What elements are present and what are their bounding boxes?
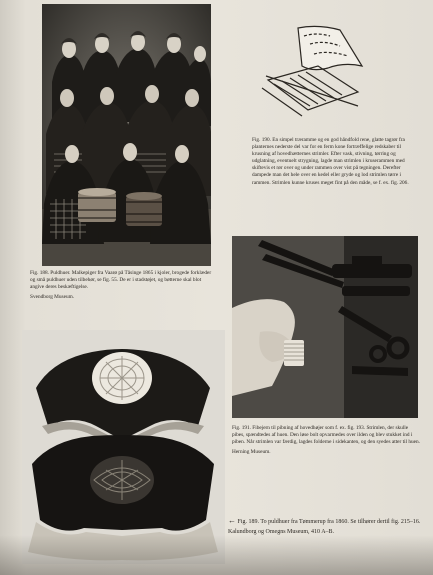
page-shadow xyxy=(0,535,433,575)
caption-fig189-body: Fig. 189. To puldhuer fra Tømmerup fra 1860. Se tilhører dertil fig. 215–16. xyxy=(237,519,421,525)
caption-fig189 xyxy=(228,517,422,536)
caption-fig190-text: Fig. 190. En simpel træramme og en god håndfold rene, glatte tagrør fra planternes nederste del var for en ferm kone fortræffelige redskaber til krusning af hovedhætternes strimler. Efter vask, stivning, tørring og udglatning, eventuelt strygning, lagde man strimlen i kruserammen med skiftevis et rør over og under rammen over vist på tegningen. Derefter dampede man det hele over en kedel eller gryde og lod strimlen tørre i rammen. Strimlen kunne kruses meget fint på den måde, se f. ex. fig. 206. xyxy=(252,137,409,186)
caption-fig191 xyxy=(232,425,420,456)
caption-fig188 xyxy=(30,270,212,301)
photo-fig189-two-caps xyxy=(22,330,225,564)
photo-fig191-crimping-iron xyxy=(232,236,418,418)
caption-fig191-text: Fig. 191. Fibejern til pibning af hovedhøjer som f. ex. fig. 193. Strimlen, der skulle pibes, spændtedes af huen. Den løse bolt opvarmedes over ilden og blev stukket ind i piben. Når strimlen var færdig, lagdes folderne i sidekanten, og den syedes atter til huen. xyxy=(232,425,420,446)
drawing-fig190-crimping-frame xyxy=(258,22,376,122)
caption-fig188-museum: Svendborg Museum. xyxy=(30,294,75,301)
photo-fig188-milkmaids xyxy=(42,4,211,266)
caption-fig189-museum: Kalundborg og Omegns Museum, 410 A–B. xyxy=(228,529,335,535)
caption-fig189-text xyxy=(228,517,422,526)
left-arrow-icon: ← xyxy=(228,516,236,525)
caption-fig190 xyxy=(252,137,415,187)
caption-fig188-text: Fig. 188. Puldhuer. Malkepiger fra Vaarø på Tåsinge 1865 i kjoler, brogede forklæder og små puldhuer uden tilbehør, se fig. 55. De er i stadstøjet, og bøtterne skal blot angive deres beskæftigelse. xyxy=(30,270,212,291)
caption-fig191-museum: Herning Museum. xyxy=(232,449,271,456)
